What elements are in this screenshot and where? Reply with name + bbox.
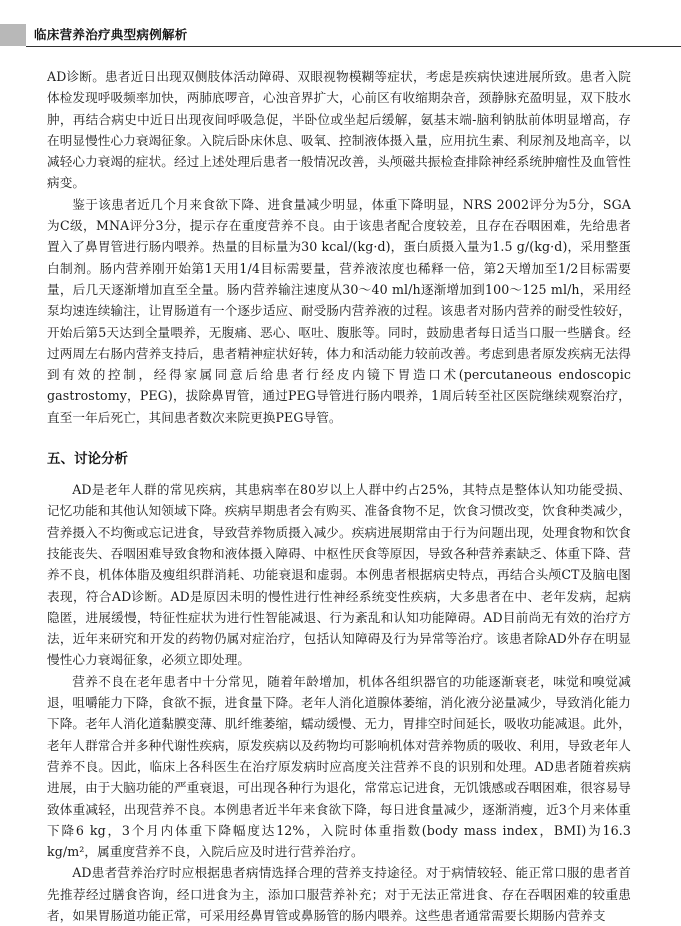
body-paragraph: AD诊断。患者近日出现双侧肢体活动障碍、双眼视物模糊等症状，考虑是疾病快速进展所致。患者入院体检发现呼吸频率加快，两肺底啰音，心浊音界扩大，心前区有收缩期杂音，颈静脉充盈明显，双下肢水肿，再结合病史中近日出现夜间呼吸急促，半卧位或坐起后缓解，氨基末端-脑利钠肽前体明显增高，存在明显慢性心力衰竭征象。入院后卧床休息、吸氧、控制液体摄入量，应用抗生素、利尿剂及地高辛，以减轻心力衰竭的症状。经过上述处理后患者一般情况改善，头颅磁共振检查排除神经系统肿瘤性及血管性病变。 [47, 69, 631, 191]
running-header-title: 临床营养治疗典型病例解析 [34, 27, 188, 42]
body-paragraph: AD患者营养治疗时应根据患者病情选择合理的营养支持途径。对于病情较轻、能正常口服的患者首先推荐经过膳食咨询，经口进食为主，添加口服营养补充；对于无法正常进食、存在吞咽困难的较重患者，如果胃肠道功能正常，可采用经鼻胃管或鼻肠管的肠内喂养。这些患者通常需要长期肠内营养支 [47, 865, 631, 923]
header-rule [26, 46, 681, 47]
body-paragraph: 鉴于该患者近几个月来食欲下降、进食量减少明显，体重下降明显，NRS 2002评分为5分，SGA为C级，MNA评分3分，提示存在重度营养不良。由于该患者配合度较差，且存在吞咽困难，先给患者置入了鼻胃管进行肠内喂养。热量的目标量为30 kcal/(kg·d)，蛋白质摄入量为1.5 g/(kg·d)，采用整蛋白制剂。肠内营养刚开始第1天用1/4目标需要量，营养液浓度也稀释一倍，第2天增加至1/2目标需要量，后几天逐渐增加直至全量。肠内营养输注速度从30～40 ml/h逐渐增加到100～125 ml/h，采用经泵均速连续输注，让胃肠道有一个逐步适应、耐受肠内营养液的过程。该患者对肠内营养的耐受性较好，开始后第5天达到全量喂养，无腹痛、恶心、呕吐、腹胀等。同时，鼓励患者每日适当口服一些膳食。经过两周左右肠内营养支持后，患者精神症状好转，体力和活动能力较前改善。考虑到患者原发疾病无法得到有效的控制，经得家属同意后给患者行经皮内镜下胃造口术(percutaneous endoscopic gastrostomy，PEG)，拔除鼻胃管，通过PEG导管进行肠内喂养，1周后转至社区医院继续观察治疗，直至一年后死亡，其间患者数次来院更换PEG导管。 [47, 196, 631, 425]
body-paragraph: AD是老年人群的常见疾病，其患病率在80岁以上人群中约占25%，其特点是整体认知功能受损、记忆功能和其他认知领域下降。疾病早期患者会有购买、准备食物不足，饮食习惯改变，饮食种类减少，营养摄入不均衡或忘记进食，导致营养物质摄入减少。疾病进展期常由于行为问题出现，处理食物和饮食技能丧失、吞咽困难导致食物和液体摄入障碍、中枢性厌食等原因，导致各种营养素缺乏、体重下降、营养不良，机体体脂及瘦组织群消耗、功能衰退和虚弱。本例患者根据病史特点，再结合头颅CT及脑电图表现，符合AD诊断。AD是原因未明的慢性进行性神经系统变性疾病，大多患者在中、老年发病，起病隐匿，进展缓慢，特征性症状为进行性智能减退、行为紊乱和认知功能障碍。AD目前尚无有效的治疗方法，近年来研究和开发的药物仍属对症治疗，包括认知障碍及行为异常等治疗。该患者除AD外存在明显慢性心力衰竭征象，必须立即处理。 [47, 482, 631, 668]
chapter-tab-marker [0, 24, 26, 46]
section-heading: 五、讨论分析 [47, 451, 128, 468]
body-paragraph: 营养不良在老年患者中十分常见，随着年龄增加，机体各组织器官的功能逐渐衰老，味觉和嗅觉减退，咀嚼能力下降，食欲不振，进食量下降。老年人消化道腺体萎缩，消化液分泌量减少，导致消化能力下降。老年人消化道黏膜变薄、肌纤维萎缩，蠕动缓慢、无力，胃排空时间延长，吸收功能减退。此外，老年人群常合并多种代谢性疾病，原发疾病以及药物均可影响机体对营养物质的吸收、利用，导致老年人营养不良。因此，临床上各科医生在治疗原发病时应高度关注营养不良的识别和处理。AD患者随着疾病进展，由于大脑功能的严重衰退，可出现各种行为退化，常常忘记进食，无饥饿感或吞咽困难，很容易导致体重减轻，出现营养不良。本例患者近半年来食欲下降，每日进食量减少，逐渐消瘦，近3个月来体重下降6 kg，3个月内体重下降幅度达12%，入院时体重指数(body mass index，BMI)为16.3 kg/m²，属重度营养不良，入院后应及时进行营养治疗。 [47, 673, 631, 860]
page-header [0, 22, 681, 48]
page-body [47, 66, 631, 926]
